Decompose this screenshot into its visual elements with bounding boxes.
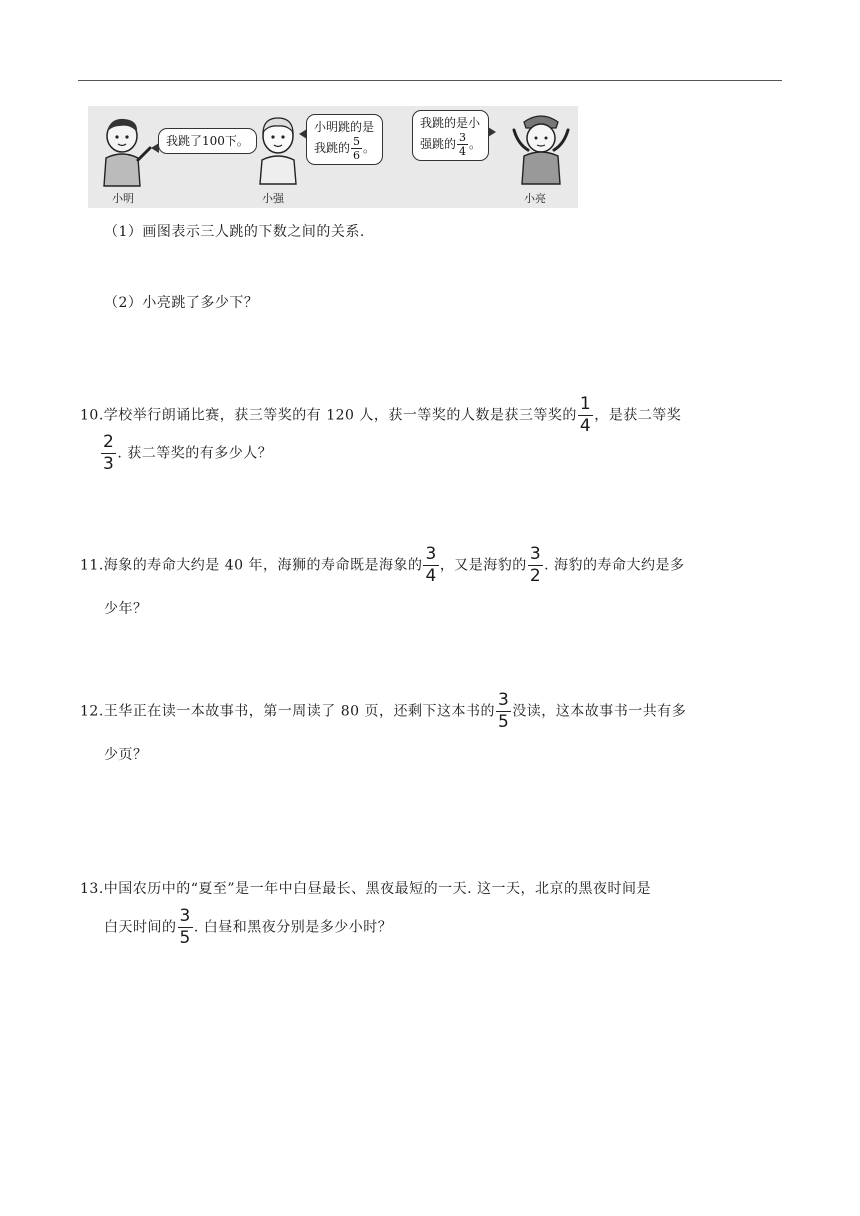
q10-number: 10. [80,407,104,424]
q9-subquestion-1: （1）画图表示三人跳的下数之间的关系. [104,224,365,240]
q13-line-1: 13.中国农历中的“夏至”是一年中白昼最长、黑夜最短的一天. 这一天，北京的黑夜时间是 [80,881,651,897]
fraction-two-thirds: $\frac{2}{3}$ [103,432,115,474]
q11-line-1: 11.海象的寿命大约是 40 年，海狮的寿命既是海象的 $\frac{3}{4}$ ，又是海豹的 $\frac{3}{2}$ . 海豹的寿命大约是多 [80,544,685,586]
question-illustration [88,106,578,208]
boy-xiaoqiang-figure [254,112,304,190]
fraction-three-fourths: $\frac{3}{4}$ [425,544,437,586]
q12-line-2: 少页？ [104,747,148,763]
q9-subquestion-2: （2）小亮跳了多少下？ [104,295,259,311]
xiaoming-speech-bubble: 我跳了100下。 [158,128,257,154]
xiaoliang-name: 小亮 [524,192,546,205]
xiaoliang-speech-bubble: 我跳的是小 强跳的 $\frac{3}{4}$ 。 [412,110,489,161]
boy-xiaoliang-figure [508,110,574,190]
q11-line-2: 少年？ [104,601,148,617]
fraction-three-fifths: $\frac{3}{5}$ [179,906,191,948]
q13-line-2: 白天时间的 $\frac{3}{5}$ . 白昼和黑夜分别是多少小时？ [104,906,393,948]
q11-number: 11. [80,557,104,574]
header-rule [78,80,782,81]
xiaoqiang-name: 小强 [262,192,284,205]
q10-line-1: 10.学校举行朗诵比赛，获三等奖的有 120 人，获一等奖的人数是获三等奖的 $\frac{1}{4}$ ，是获二等奖 [80,394,682,436]
fraction-three-fifths: $\frac{3}{5}$ [497,690,510,732]
fraction-five-sixths: $\frac{5}{6}$ [353,135,361,162]
boy-xiaoming-figure [94,114,154,192]
fraction-three-fourths: $\frac{3}{4}$ [459,131,467,158]
q10-line-2: $\frac{2}{3}$ . 获二等奖的有多少人？ [103,432,273,474]
xiaoming-name: 小明 [112,192,134,205]
xiaoqiang-speech-bubble: 小明跳的是 我跳的 $\frac{5}{6}$ 。 [306,114,383,165]
q13-number: 13. [80,881,104,897]
fraction-one-fourth: $\frac{1}{4}$ [579,394,592,436]
q12-number: 12. [80,703,104,720]
q12-line-1: 12.王华正在读一本故事书，第一周读了 80 页，还剩下这本书的 $\frac{3}{5}$ 没读，这本故事书一共有多 [80,690,687,732]
fraction-three-halves: $\frac{3}{2}$ [529,544,542,586]
